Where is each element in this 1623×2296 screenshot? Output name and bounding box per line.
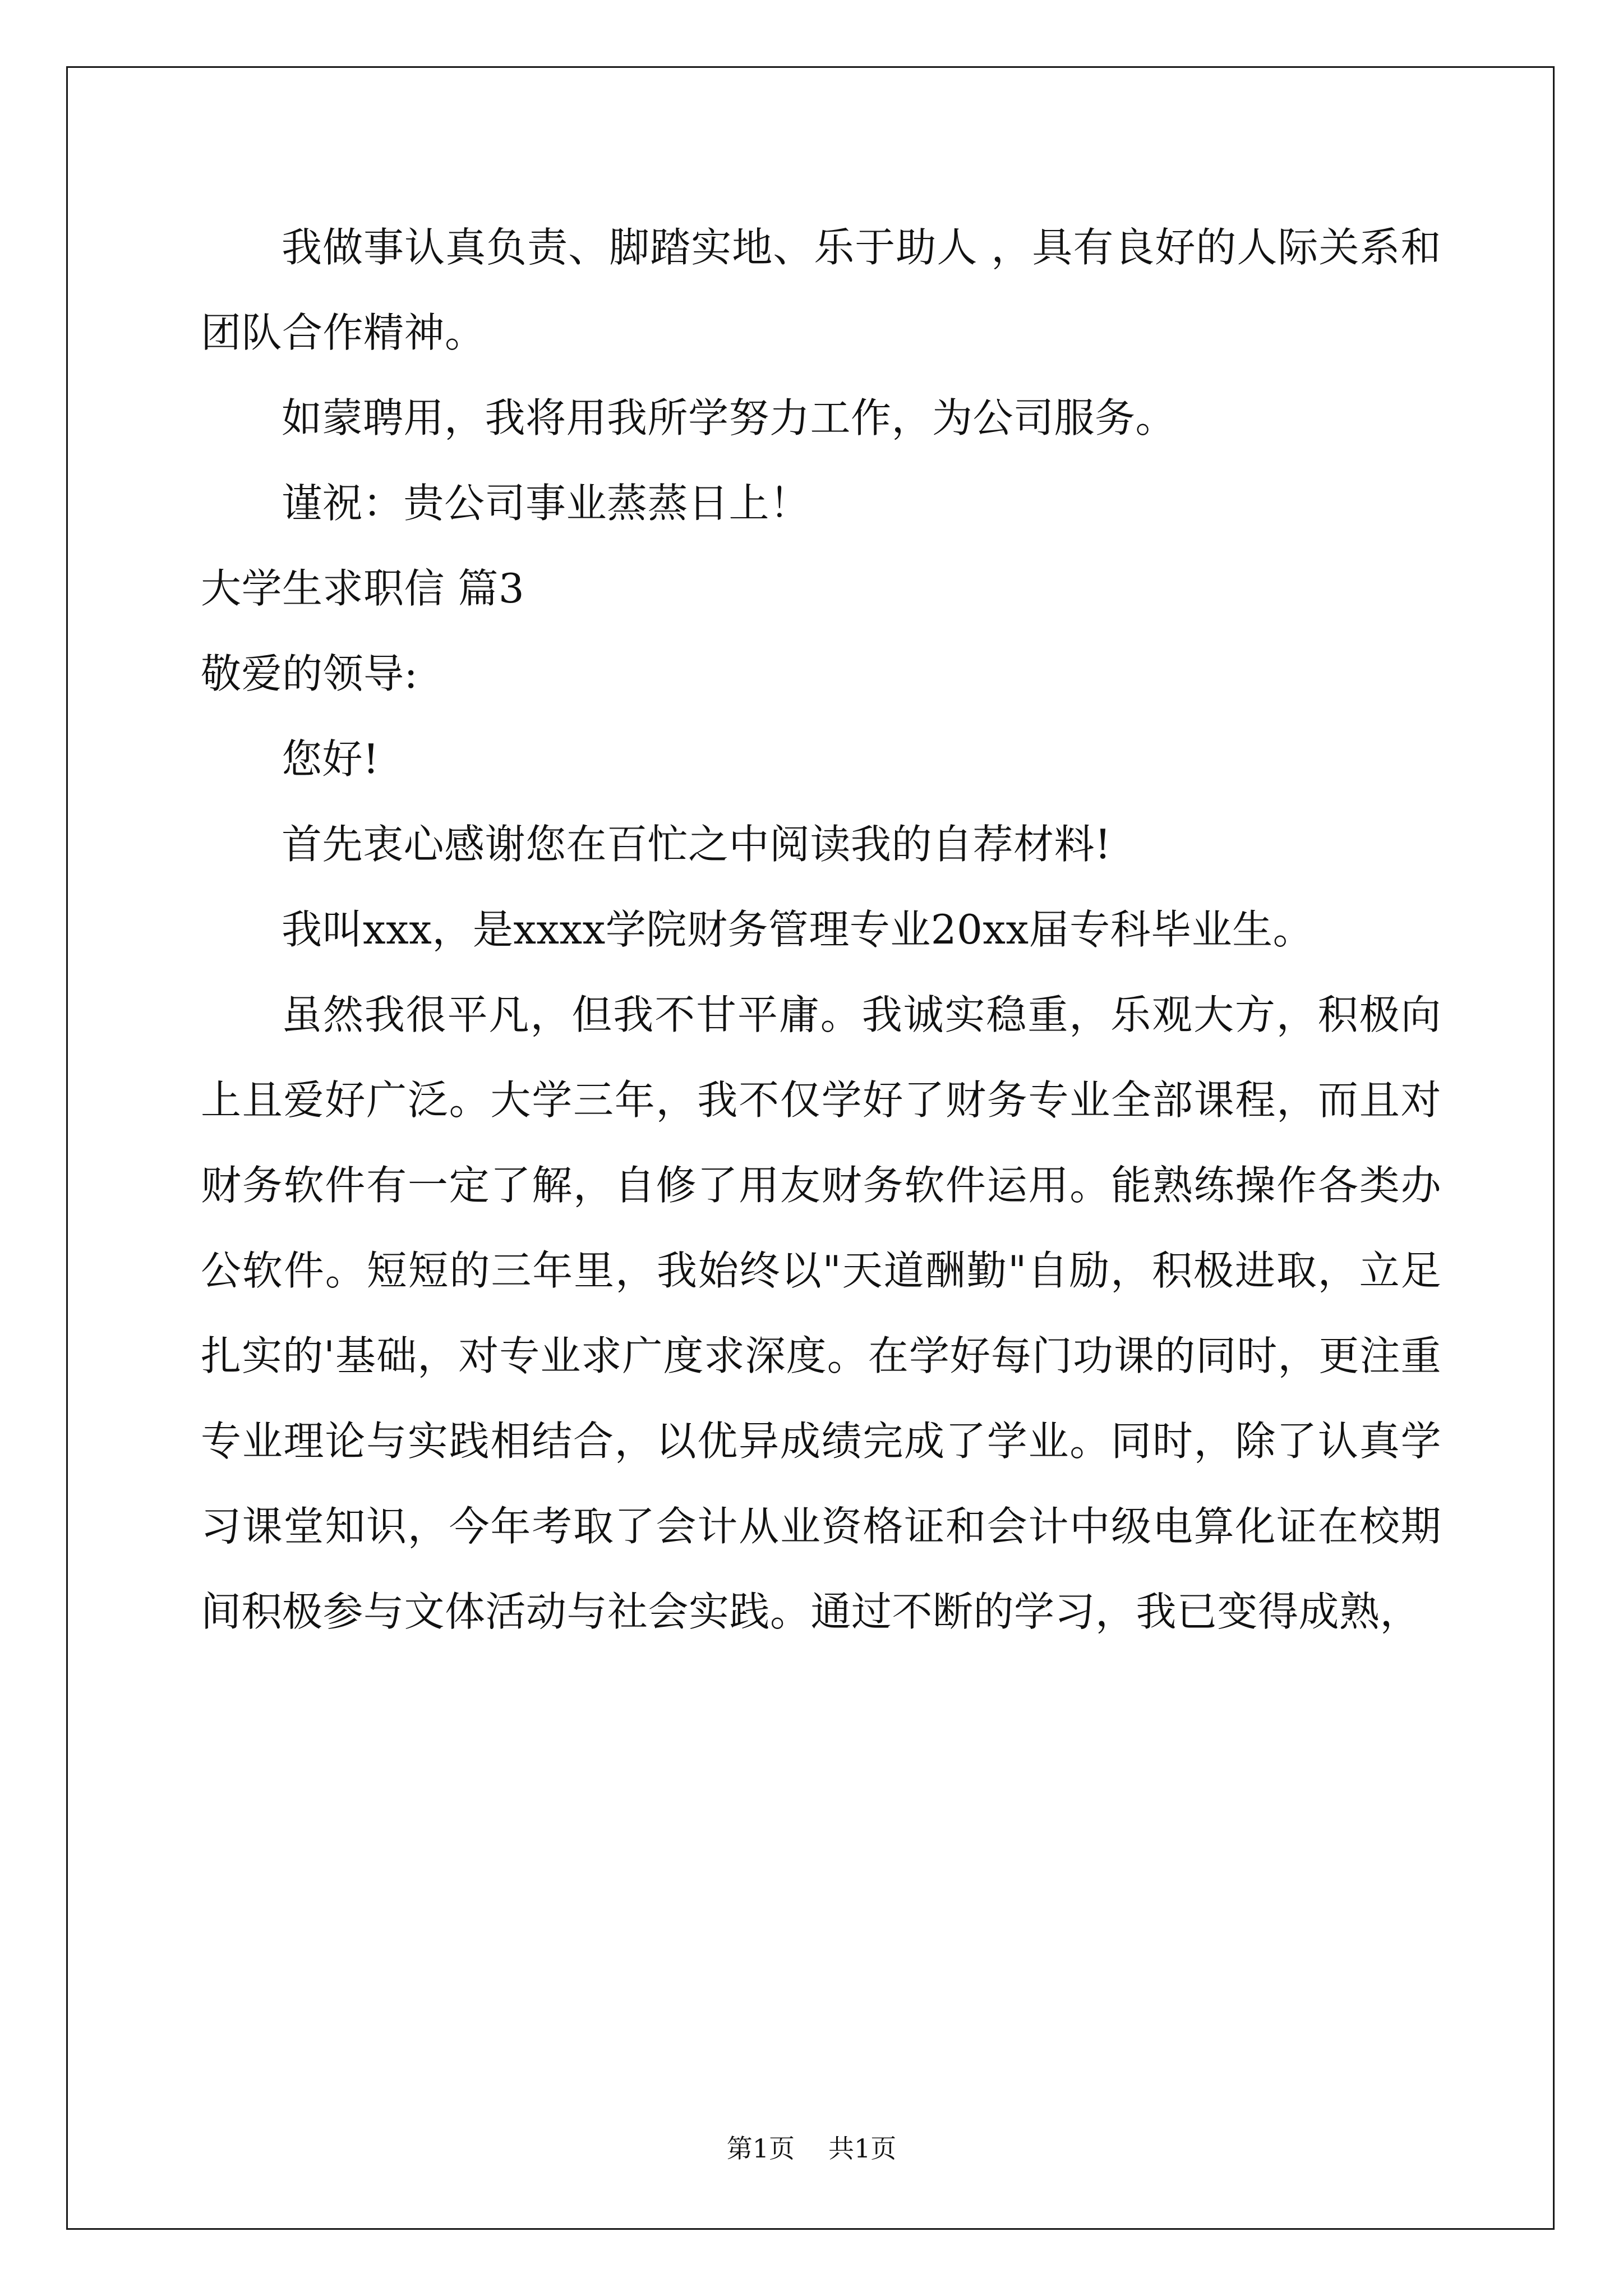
page-number-total: 共1页	[828, 2133, 897, 2164]
paragraph: 我叫xxx，是xxxx学院财务管理专业20xx届专科毕业生。	[282, 906, 1314, 953]
paragraph: 虽然我很平凡，但我不甘平庸。我诚实稳重，乐观大方，积极向上且爱好广泛。大学三年，我不仅学好了财务专业全部课程，而且对财务软件有一定了解，自修了用友财务软件运用。能熟练操作各类办公软件。短短的三年里，我始终以"天道酬勤"自励，积极进取，立足扎实的'基础，对专业求广度求深度。在学好每门功课的同时，更注重专业理论与实践相结合，以优异成绩完成了学业。同时，除了认真学习课堂知识，今年考取了会计从业资格证和会计中级电算化证在校期间积极参与文体活动与社会实践。通过不断的学习，我已变得成熟，	[201, 991, 1441, 1635]
greeting: 您好!	[282, 735, 380, 783]
page-number-current: 第1页	[726, 2133, 795, 2164]
salutation: 敬爱的领导:	[201, 650, 418, 697]
page-footer	[0, 2128, 1623, 2165]
document-body	[201, 205, 1441, 1654]
section-heading: 大学生求职信 篇3	[201, 565, 525, 612]
paragraph: 首先衷心感谢您在百忙之中阅读我的自荐材料!	[282, 821, 1112, 868]
paragraph: 谨祝：贵公司事业蒸蒸日上！	[282, 480, 810, 527]
paragraph: 如蒙聘用，我将用我所学努力工作，为公司服务。	[282, 394, 1177, 441]
paragraph: 我做事认真负责、脚踏实地、乐于助人 ，具有良好的人际关系和团队合作精神。	[201, 224, 1441, 356]
